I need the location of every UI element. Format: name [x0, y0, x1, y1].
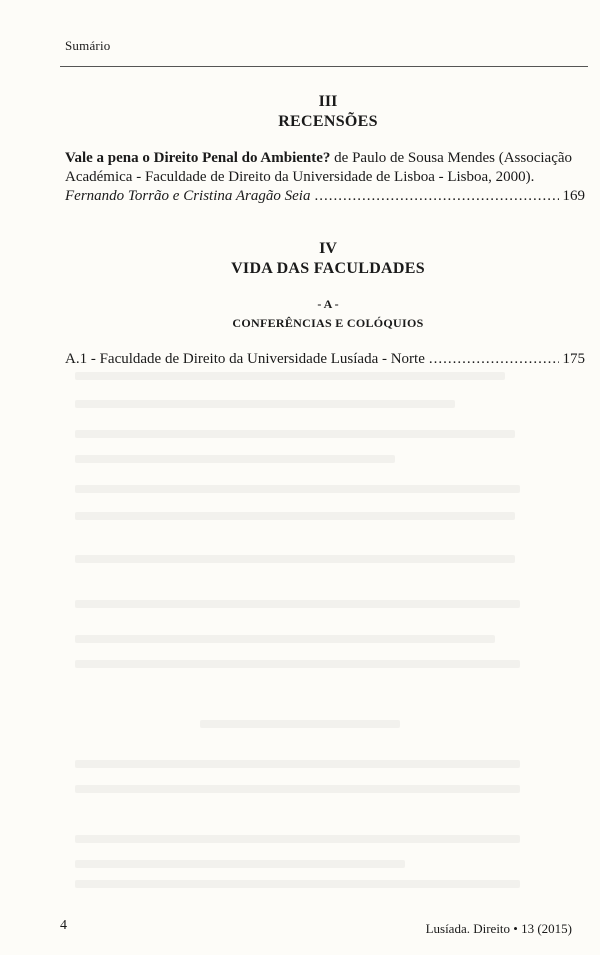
section-title-recensoes: RECENSÕES [278, 113, 378, 130]
review-page-number: 169 [562, 188, 585, 204]
conference-entry[interactable] [65, 351, 585, 368]
review-title-rest: de Paulo de Sousa Mendes (Associação [330, 150, 573, 166]
subsection-letter: - A - [317, 297, 339, 311]
running-head: Sumário [65, 38, 111, 53]
page-number: 4 [60, 918, 67, 933]
section-number-iii: III [318, 93, 338, 110]
header-rule [60, 66, 588, 67]
section-title-vida-das-faculdades: VIDA DAS FACULDADES [231, 260, 425, 277]
review-authors-line[interactable] [65, 188, 585, 205]
journal-footer: Lusíada. Direito • 13 (2015) [425, 921, 572, 936]
review-title: Vale a pena o Direito Penal do Ambiente? [65, 150, 331, 166]
conference-entry-label: A.1 - Faculdade de Direito da Universidade Lusíada - Norte [65, 351, 425, 367]
review-entry-line-1[interactable] [65, 150, 585, 167]
dot-leader [429, 351, 559, 368]
subsection-title: CONFERÊNCIAS E COLÓQUIOS [232, 316, 424, 330]
section-number-iv: IV [319, 240, 337, 257]
review-authors: Fernando Torrão e Cristina Aragão Seia [65, 188, 311, 204]
dot-leader [314, 188, 558, 205]
conference-page-number: 175 [562, 351, 585, 367]
review-entry-line-2: Académica - Faculdade de Direito da Universidade de Lisboa - Lisboa, 2000). [65, 169, 535, 185]
